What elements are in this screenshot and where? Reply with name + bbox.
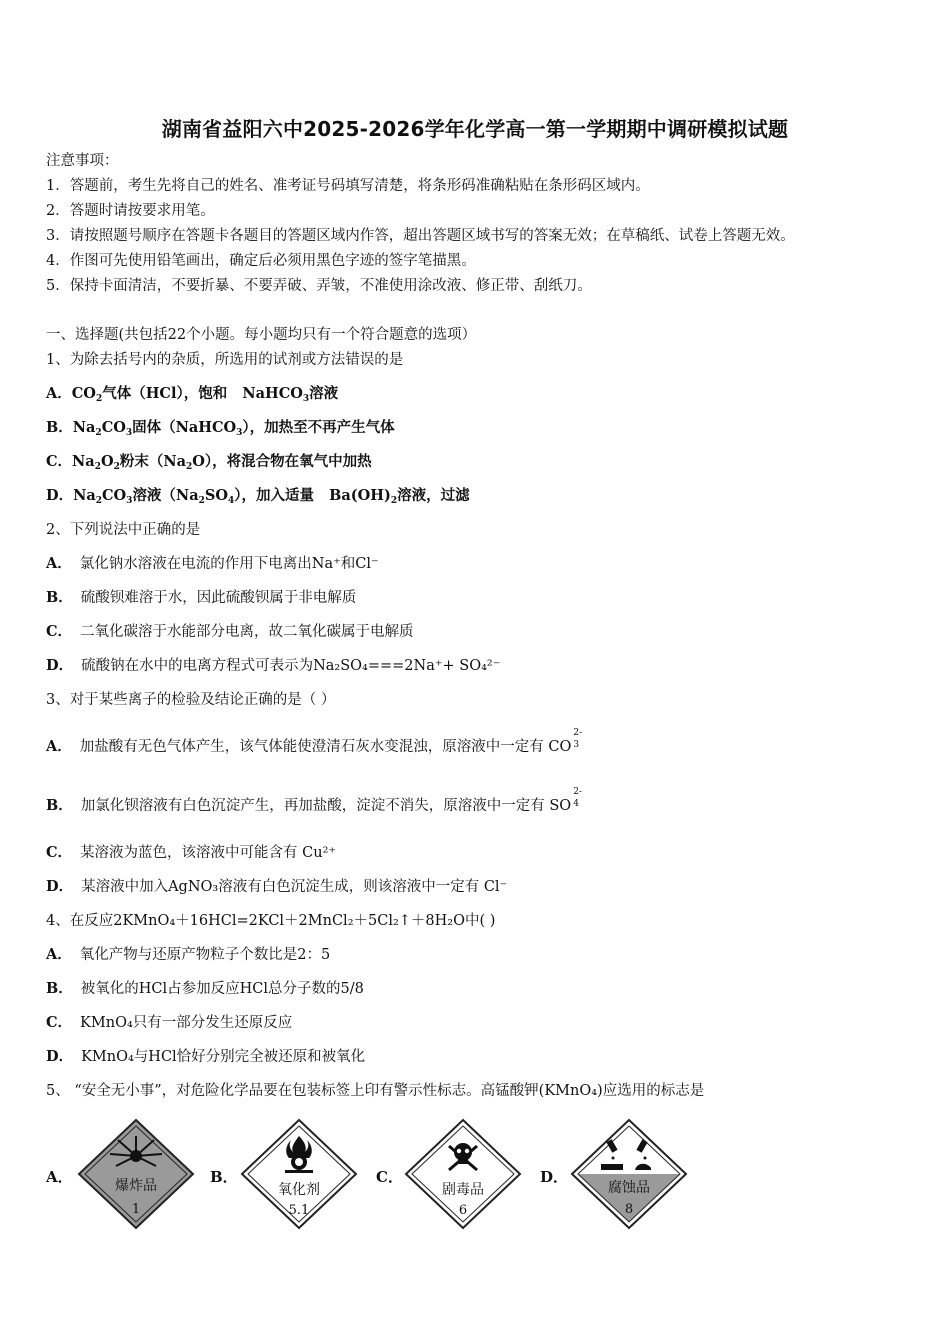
notice-item-2: 2．答题时请按要求用笔。 (46, 203, 215, 219)
corrosive-sign (569, 1118, 689, 1230)
section-heading: 一、选择题(共包括22个小题。每小题均只有一个符合题意的选项） (46, 327, 477, 343)
toxic-sign-num: 6 (458, 1203, 468, 1218)
notice-item-1: 1．答题前，考生先将自己的姓名、准考证号码填写清楚，将条形码准确粘贴在条形码区域内。 (46, 178, 650, 194)
sulfate-ion-marks: 2- 4 (573, 787, 582, 809)
q3-option-d-text: 某溶液中加入AgNO₃溶液有白色沉淀生成，则该溶液中一定有 Cl⁻ (81, 879, 508, 895)
toxic-sign-text: 剧毒品 (442, 1182, 484, 1198)
oxidizer-sign (239, 1118, 359, 1230)
q2-stem: 2、下列说法中正确的是 (46, 522, 201, 538)
q3-option-c: C． 某溶液为蓝色，该溶液中可能含有 Cu²⁺ (46, 844, 337, 861)
q3-option-a: A． 加盐酸有无色气体产生，该气体能使澄清石灰水变混浊，原溶液中一定有 CO 2- 3 (46, 728, 583, 755)
explosive-sign-num: 1 (131, 1202, 141, 1217)
q4-option-b: B． 被氧化的HCl占参加反应HCl总分子数的5/8 (46, 980, 364, 997)
q5-label-d: D． (540, 1168, 569, 1186)
q4-option-a: A． 氧化产物与还原产物粒子个数比是2：5 (46, 946, 331, 963)
q1-option-c: C．$Na_2O_2$粉末$(Na_2O)$，将混合物在氧气中加热 (46, 453, 372, 472)
corrosive-sign-text: 腐蚀品 (608, 1180, 650, 1196)
q2-option-a-text: 氯化钠水溶液在电流的作用下电离出Na⁺和Cl⁻ (79, 556, 379, 572)
q4-option-a-text: 氧化产物与还原产物粒子个数比是2：5 (79, 947, 331, 963)
q4-option-d: D． KMnO₄与HCl恰好分别完全被还原和被氧化 (46, 1048, 366, 1065)
q2-option-d-text: 硫酸钠在水中的电离方程式可表示为Na₂SO₄===2Na⁺+ SO₄²⁻ (81, 658, 501, 674)
q5-stem: 5、 “安全无小事”，对危险化学品要在包装标签上印有警示性标志。高锰酸钾(KMnO₄)应选用的标志是 (46, 1083, 705, 1099)
q4-option-d-text: KMnO₄与HCl恰好分别完全被还原和被氧化 (81, 1049, 366, 1065)
oxidizer-sign-num: 5.1 (288, 1203, 310, 1218)
q5-label-a: A． (46, 1168, 73, 1186)
q1-option-d: D．$Na_2CO_3$溶液$(Na_2SO_4)$，加入适量 $Ba(OH)_2$溶液，过滤 (46, 487, 470, 506)
q4-stem: 4、在反应2KMnO₄＋16HCl=2KCl＋2MnCl₂＋5Cl₂↑＋8H₂O中( ) (46, 913, 496, 929)
explosive-sign-text: 爆炸品 (115, 1178, 157, 1194)
page-title: 湖南省益阳六中2025-2026学年化学高一第一学期期中调研模拟试题 (161, 117, 789, 141)
q5-label-c: C． (376, 1168, 403, 1186)
q4-option-b-text: 被氧化的HCl占参加反应HCl总分子数的5/8 (80, 981, 364, 997)
q1-option-d-label: D． (46, 487, 74, 504)
q2-option-a: A． 氯化钠水溶液在电流的作用下电离出Na⁺和Cl⁻ (46, 555, 379, 572)
q2-option-b-text: 硫酸钡难溶于水，因此硫酸钡属于非电解质 (80, 590, 357, 606)
q3-option-c-text: 某溶液为蓝色，该溶液中可能含有 Cu²⁺ (80, 845, 337, 861)
hazard-signs (46, 1118, 746, 1238)
q3-option-b-text: 加氯化钡溶液有白色沉淀产生，再加盐酸，淀淀不消失，原溶液中一定有 SO (80, 798, 572, 814)
carbonate-ion-marks: 2- 3 (573, 728, 583, 750)
q5-label-b: B． (210, 1168, 238, 1186)
notice-item-4: 4．作图可先使用铅笔画出，确定后必须用黑色字迹的签字笔描黑。 (46, 253, 476, 269)
q1-option-a-label: A． (46, 385, 72, 402)
q3-stem: 3、对于某些离子的检验及结论正确的是（ ） (46, 692, 336, 708)
q2-option-c: C． 二氧化碳溶于水能部分电离，故二氧化碳属于电解质 (46, 623, 414, 640)
q1-option-b: B．$Na_2CO_3$固体（NaHCO$_3$），加热至不再产生气体 (46, 419, 395, 438)
corrosive-sign-num: 8 (624, 1202, 634, 1217)
q1-option-a: A．$CO_2$气体（HCl），饱和 NaHCO$_3$溶液 (46, 385, 339, 404)
explosive-sign (76, 1118, 196, 1230)
q3-option-d: D． 某溶液中加入AgNO₃溶液有白色沉淀生成，则该溶液中一定有 Cl⁻ (46, 878, 508, 895)
notice-item-3: 3．请按照题号顺序在答题卡各题目的答题区域内作答，超出答题区域书写的答案无效；在草稿纸、试卷上答题无效。 (46, 228, 795, 244)
notice-heading: 注意事项： (46, 153, 119, 169)
q2-option-b: B． 硫酸钡难溶于水，因此硫酸钡属于非电解质 (46, 589, 357, 606)
q2-option-c-text: 二氧化碳溶于水能部分电离，故二氧化碳属于电解质 (80, 624, 414, 640)
q1-stem: 1、为除去括号内的杂质，所选用的试剂或方法错误的是 (46, 352, 404, 368)
q3-option-a-text: 加盐酸有无色气体产生，该气体能使澄清石灰水变混浊，原溶液中一定有 CO (79, 739, 572, 755)
notice-item-5: 5．保持卡面清洁，不要折暴、不要弄破、弄皱，不准使用涂改液、修正带、刮纸刀。 (46, 278, 592, 294)
oxidizer-sign-text: 氧化剂 (278, 1182, 320, 1198)
q4-option-c: C． KMnO₄只有一部分发生还原反应 (46, 1014, 293, 1031)
toxic-sign (403, 1118, 523, 1230)
q4-option-c-text: KMnO₄只有一部分发生还原反应 (80, 1015, 293, 1031)
q3-option-b: B． 加氯化钡溶液有白色沉淀产生，再加盐酸，淀淀不消失，原溶液中一定有 SO 2- 4 (46, 787, 582, 814)
q2-option-d: D． 硫酸钠在水中的电离方程式可表示为Na₂SO₄===2Na⁺+ SO₄²⁻ (46, 657, 501, 674)
q1-option-b-label: B． (46, 419, 73, 436)
q1-option-c-label: C． (46, 453, 73, 470)
